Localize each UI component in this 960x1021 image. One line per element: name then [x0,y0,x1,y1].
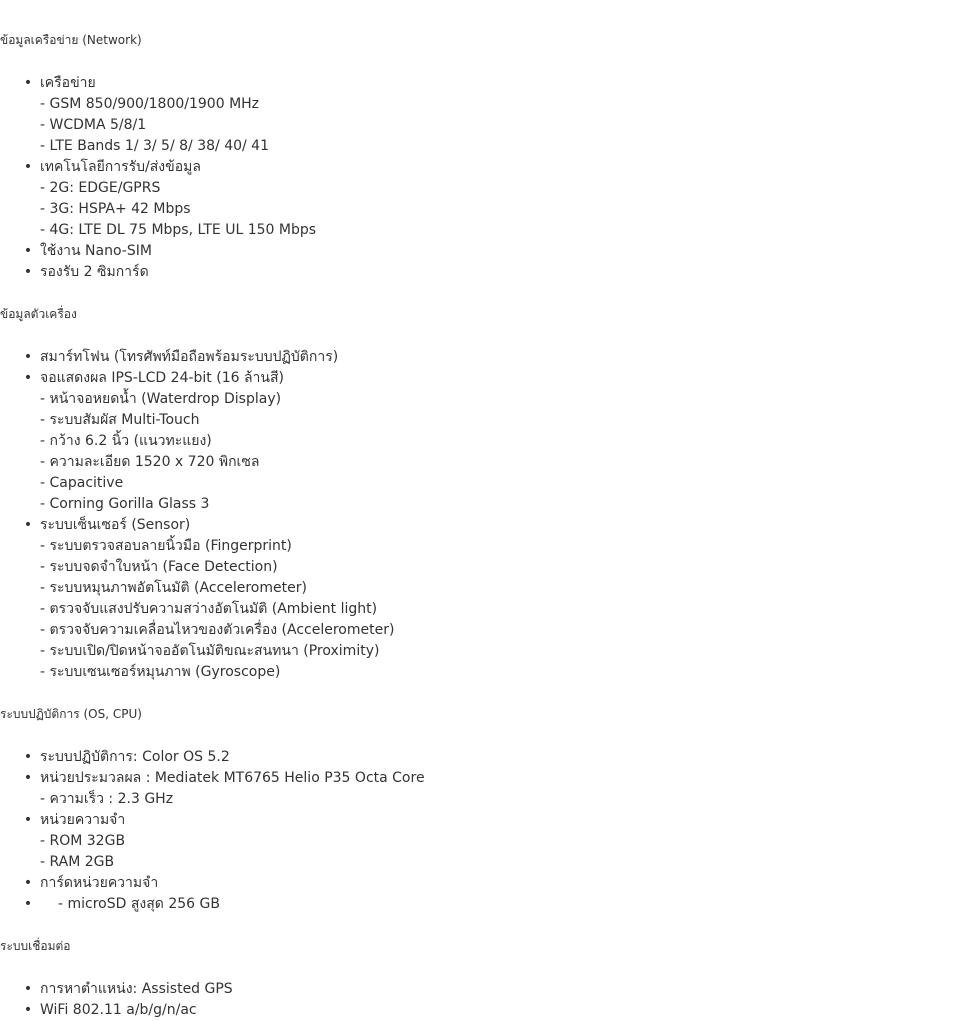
item-label: WiFi 802.11 a/b/g/n/ac [40,1002,197,1018]
list-item [0,768,960,810]
bullet-icon: • [23,370,33,386]
item-detail: - 4G: LTE DL 75 Mbps, LTE UL 150 Mbps [40,222,317,238]
bullet-icon: • [23,264,33,280]
item-detail: - ระบบตรวจสอบลายนิ้วมือ (Fingerprint) [40,538,292,554]
item-detail: - ความเร็ว : 2.3 GHz [40,791,174,807]
item-detail: - GSM 850/900/1800/1900 MHz [40,96,260,112]
item-detail: - หน้าจอหยดน้ำ (Waterdrop Display) [40,391,282,407]
item-detail: - ระบบหมุนภาพอัตโนมัติ (Accelerometer) [40,580,307,596]
item-detail: - ROM 32GB [40,833,126,849]
item-label: รองรับ 2 ซิมการ์ด [40,264,149,280]
connectivity-spec-list [0,979,960,1021]
bullet-icon: • [23,770,33,786]
list-item [0,368,960,515]
list-item [0,1000,960,1021]
item-label: สมาร์ทโฟน (โทรศัพท์มือถือพร้อมระบบปฏิบัติการ) [40,349,339,365]
list-item [0,747,960,768]
item-label-row [40,894,960,915]
bullet-icon: • [23,981,33,997]
section-title-connectivity: ระบบเชื่อมต่อ [0,939,71,953]
item-detail: - ระบบจดจำใบหน้า (Face Detection) [40,559,278,575]
section-title-network: ข้อมูลเครือข่าย (Network) [0,33,142,47]
item-detail: - ระบบสัมผัส Multi-Touch [40,412,200,428]
os-cpu-spec-list [0,747,960,915]
list-item [0,73,960,157]
bullet-icon: • [23,349,33,365]
bullet-icon: • [23,875,33,891]
list-item [0,515,960,683]
item-detail: - ระบบเปิด/ปิดหน้าจออัตโนมัติขณะสนทนา (Proximity) [40,643,380,659]
bullet-icon: • [23,517,33,533]
item-detail: - Corning Gorilla Glass 3 [40,496,210,512]
bullet-icon: • [23,896,33,912]
item-label: การ์ดหน่วยความจำ [40,875,159,891]
item-detail: - ตรวจจับความเคลื่อนไหวของตัวเครื่อง (Accelerometer) [40,622,395,638]
item-label: หน่วยประมวลผล : Mediatek MT6765 Helio P35 Octa Core [40,770,425,786]
list-item [0,347,960,368]
bullet-icon: • [23,1002,33,1018]
item-label: - microSD สูงสุด 256 GB [58,896,220,912]
item-detail: - Capacitive [40,475,124,491]
item-detail: - ความละเอียด 1520 x 720 พิกเซล [40,454,260,470]
bullet-icon: • [23,75,33,91]
item-detail: - 2G: EDGE/GPRS [40,180,161,196]
bullet-icon: • [23,812,33,828]
item-detail: - กว้าง 6.2 นิ้ว (แนวทะแยง) [40,433,212,449]
item-label: เทคโนโลยีการรับ/ส่งข้อมูล [40,159,201,175]
item-label: ระบบเซ็นเซอร์ (Sensor) [40,517,191,533]
item-detail: - ระบบเซนเซอร์หมุนภาพ (Gyroscope) [40,664,281,680]
device-spec-list [0,347,960,683]
list-item [0,873,960,894]
list-item [0,241,960,262]
item-detail: - LTE Bands 1/ 3/ 5/ 8/ 38/ 40/ 41 [40,138,269,154]
item-label: หน่วยความจำ [40,812,126,828]
item-label: ใช้งาน Nano-SIM [40,243,152,259]
item-detail: - ตรวจจับแสงปรับความสว่างอัตโนมัติ (Ambient light) [40,601,378,617]
list-item [0,262,960,283]
item-detail: - RAM 2GB [40,854,115,870]
bullet-icon: • [23,243,33,259]
item-detail: - WCDMA 5/8/1 [40,117,147,133]
item-label: จอแสดงผล IPS-LCD 24-bit (16 ล้านสี) [40,370,284,386]
list-item [0,979,960,1000]
network-spec-list [0,73,960,283]
item-detail: - 3G: HSPA+ 42 Mbps [40,201,191,217]
list-item [0,810,960,873]
section-title-os-cpu: ระบบปฏิบัติการ (OS, CPU) [0,707,142,721]
list-item [0,894,960,915]
item-label: เครือข่าย [40,75,96,91]
bullet-icon: • [23,749,33,765]
item-label: การหาตำแหน่ง: Assisted GPS [40,981,233,997]
bullet-icon: • [23,159,33,175]
list-item [0,157,960,241]
item-label: ระบบปฏิบัติการ: Color OS 5.2 [40,749,230,765]
section-title-device: ข้อมูลตัวเครื่อง [0,307,77,321]
